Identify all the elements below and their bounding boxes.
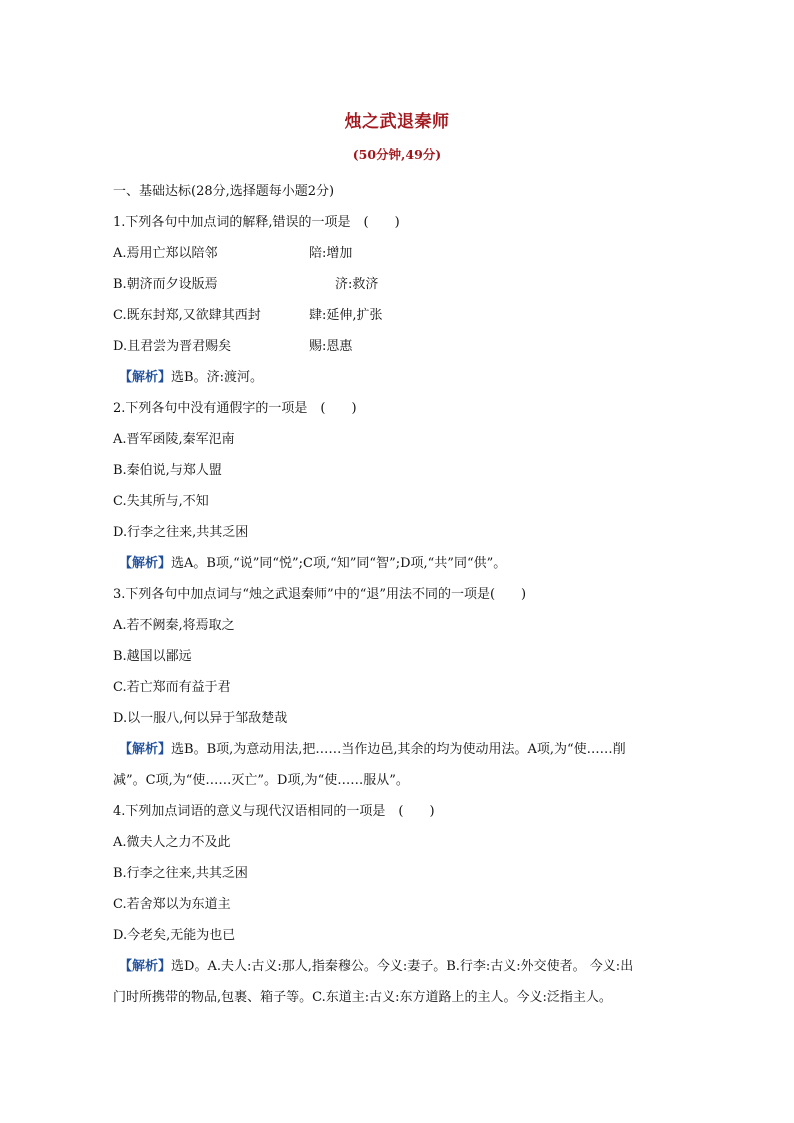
question-4-stem: 4.下列加点词语的意义与现代汉语相同的一项是 ( ) xyxy=(113,804,435,819)
q1-analysis-text: 选B。济:渡河。 xyxy=(171,370,263,385)
analysis-tag: 【解析】 xyxy=(119,556,172,571)
q1-analysis xyxy=(113,362,681,393)
q1-option-d-text: D.且君尝为晋君赐矣 xyxy=(113,339,232,354)
q3-analysis-continued: 减”。C项,为“使……灭亡”。D项,为“使……服从”。 xyxy=(113,773,409,788)
question-2-stem: 2.下列各句中没有通假字的一项是 ( ) xyxy=(113,401,357,416)
q1-option-c-text: C.既东封郑,又欲肆其西封 xyxy=(113,308,261,323)
q4-option-d: D.今老矣,无能为也已 xyxy=(113,928,236,943)
q2-analysis xyxy=(113,548,681,579)
section-heading: 一、基础达标(28分,选择题每小题2分) xyxy=(113,184,335,199)
q3-analysis xyxy=(113,734,681,765)
analysis-tag: 【解析】 xyxy=(119,742,172,757)
q2-option-d: D.行李之往来,共其乏困 xyxy=(113,525,249,540)
q3-option-d: D.以一服八,何以异于邹敌楚哉 xyxy=(113,711,288,726)
q3-option-a: A.若不阙秦,将焉取之 xyxy=(113,618,235,633)
analysis-tag: 【解析】 xyxy=(119,370,172,385)
q2-option-c: C.失其所与,不知 xyxy=(113,494,209,509)
q4-analysis xyxy=(113,951,681,982)
page-title: 烛之武退秦师 xyxy=(344,112,450,132)
q3-option-b: B.越国以鄙远 xyxy=(113,649,192,664)
page-subtitle: (50分钟,49分) xyxy=(352,147,442,162)
q2-option-b: B.秦伯说,与郑人盟 xyxy=(113,463,222,478)
q1-option-c-gloss: 肆:延伸,扩张 xyxy=(309,308,383,323)
question-1-stem: 1.下列各句中加点词的解释,错误的一项是 ( ) xyxy=(113,215,400,230)
q2-analysis-text: 选A。B项,“说”同“悦”;C项,“知”同“智”;D项,“共”同“供”。 xyxy=(171,556,507,571)
q1-option-b xyxy=(113,269,681,300)
q3-analysis-text-1: 选B。B项,为意动用法,把……当作边邑,其余的均为使动用法。A项,为“使……削 xyxy=(171,742,626,757)
q4-option-c: C.若舍郑以为东道主 xyxy=(113,897,231,912)
q1-option-c xyxy=(113,300,681,331)
q4-option-a: A.微夫人之力不及此 xyxy=(113,835,231,850)
q2-option-a: A.晋军函陵,秦军氾南 xyxy=(113,432,235,447)
q1-option-a xyxy=(113,238,681,269)
q4-analysis-continued: 门时所携带的物品,包裹、箱子等。C.东道主:古义:东方道路上的主人。今义:泛指主人。 xyxy=(113,990,612,1005)
question-3-stem: 3.下列各句中加点词与“烛之武退秦师”中的“退”用法不同的一项是( ) xyxy=(113,587,527,602)
q1-option-b-gloss: 济:救济 xyxy=(335,277,379,292)
q4-analysis-text-1: 选D。A.夫人:古义:那人,指秦穆公。今义:妻子。B.行李:古义:外交使者。 今义:出 xyxy=(171,959,634,974)
analysis-tag: 【解析】 xyxy=(119,959,172,974)
q1-option-d-gloss: 赐:恩惠 xyxy=(309,339,353,354)
q1-option-d xyxy=(113,331,681,362)
document-body xyxy=(113,176,681,1013)
q1-option-a-text: A.焉用亡郑以陪邻 xyxy=(113,246,218,261)
q3-option-c: C.若亡郑而有益于君 xyxy=(113,680,231,695)
q1-option-a-gloss: 陪:增加 xyxy=(309,246,353,261)
q4-option-b: B.行李之往来,共其乏困 xyxy=(113,866,248,881)
q1-option-b-text: B.朝济而夕设版焉 xyxy=(113,277,218,292)
